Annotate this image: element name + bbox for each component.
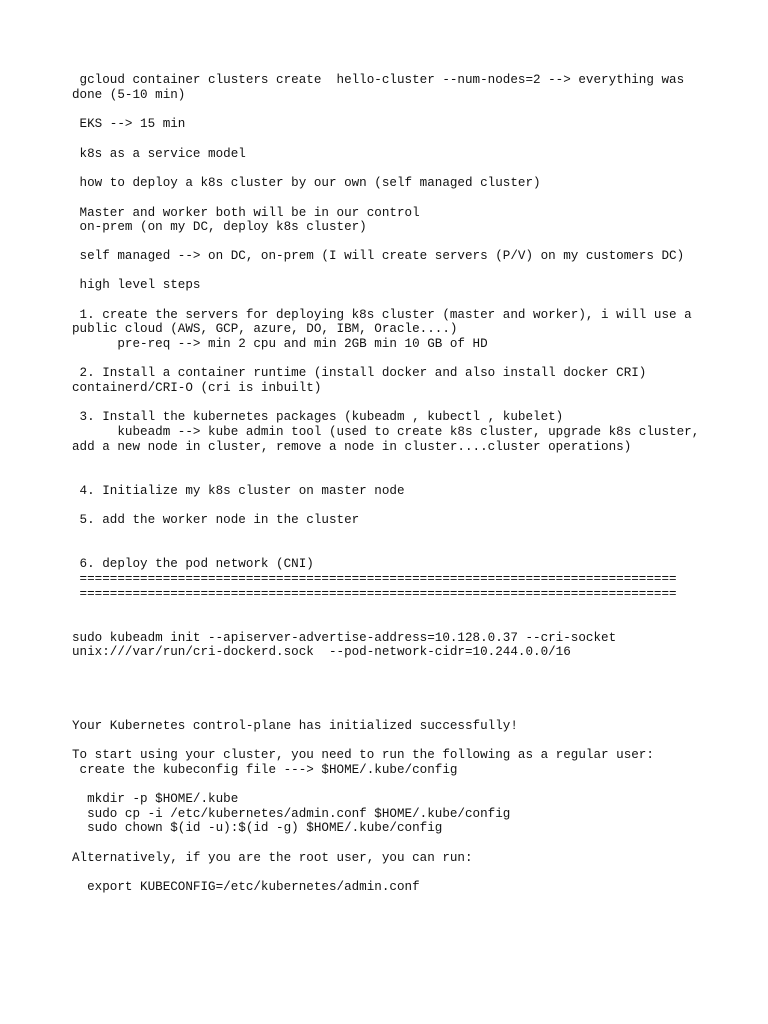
text-line: 5. add the worker node in the cluster: [72, 513, 360, 527]
command-line: sudo chown $(id -u):$(id -g) $HOME/.kube/config: [72, 821, 443, 835]
text-line: Your Kubernetes control-plane has initialized successfully!: [72, 719, 518, 733]
text-line: pre-req --> min 2 cpu and min 2GB min 10 GB of HD: [72, 337, 488, 351]
text-line: self managed --> on DC, on-prem (I will create servers (P/V) on my customers DC): [72, 249, 685, 263]
text-line: To start using your cluster, you need to run the following as a regular user:: [72, 748, 654, 762]
text-line: 2. Install a container runtime (install docker and also install docker CRI): [72, 366, 647, 380]
separator-line: ===============================================================================: [72, 572, 677, 586]
text-line: create the kubeconfig file ---> $HOME/.kube/config: [72, 763, 458, 777]
command-line: sudo cp -i /etc/kubernetes/admin.conf $HOME/.kube/config: [72, 807, 511, 821]
text-line: on-prem (on my DC, deploy k8s cluster): [72, 220, 367, 234]
text-line: 3. Install the kubernetes packages (kubeadm , kubectl , kubelet): [72, 410, 564, 424]
text-line: add a new node in cluster, remove a node in cluster....cluster operations): [72, 440, 632, 454]
separator-line: ===============================================================================: [72, 587, 677, 601]
text-line: how to deploy a k8s cluster by our own (self managed cluster): [72, 176, 541, 190]
text-line: gcloud container clusters create hello-cluster --num-nodes=2 --> everything was: [72, 73, 685, 87]
command-line: export KUBECONFIG=/etc/kubernetes/admin.conf: [72, 880, 420, 894]
text-line: done (5-10 min): [72, 88, 186, 102]
text-line: 6. deploy the pod network (CNI): [72, 557, 314, 571]
command-line: mkdir -p $HOME/.kube: [72, 792, 239, 806]
text-line: containerd/CRI-O (cri is inbuilt): [72, 381, 322, 395]
text-line: 4. Initialize my k8s cluster on master node: [72, 484, 405, 498]
text-line: Alternatively, if you are the root user, you can run:: [72, 851, 473, 865]
text-line: 1. create the servers for deploying k8s cluster (master and worker), i will use a: [72, 308, 692, 322]
text-line: public cloud (AWS, GCP, azure, DO, IBM, Oracle....): [72, 322, 458, 336]
command-line: unix:///var/run/cri-dockerd.sock --pod-network-cidr=10.244.0.0/16: [72, 645, 571, 659]
text-line: EKS --> 15 min: [72, 117, 186, 131]
command-line: sudo kubeadm init --apiserver-advertise-address=10.128.0.37 --cri-socket: [72, 631, 617, 645]
text-line: high level steps: [72, 278, 201, 292]
text-line: Master and worker both will be in our control: [72, 206, 420, 220]
text-line: k8s as a service model: [72, 147, 246, 161]
text-line: kubeadm --> kube admin tool (used to create k8s cluster, upgrade k8s cluster,: [72, 425, 700, 439]
